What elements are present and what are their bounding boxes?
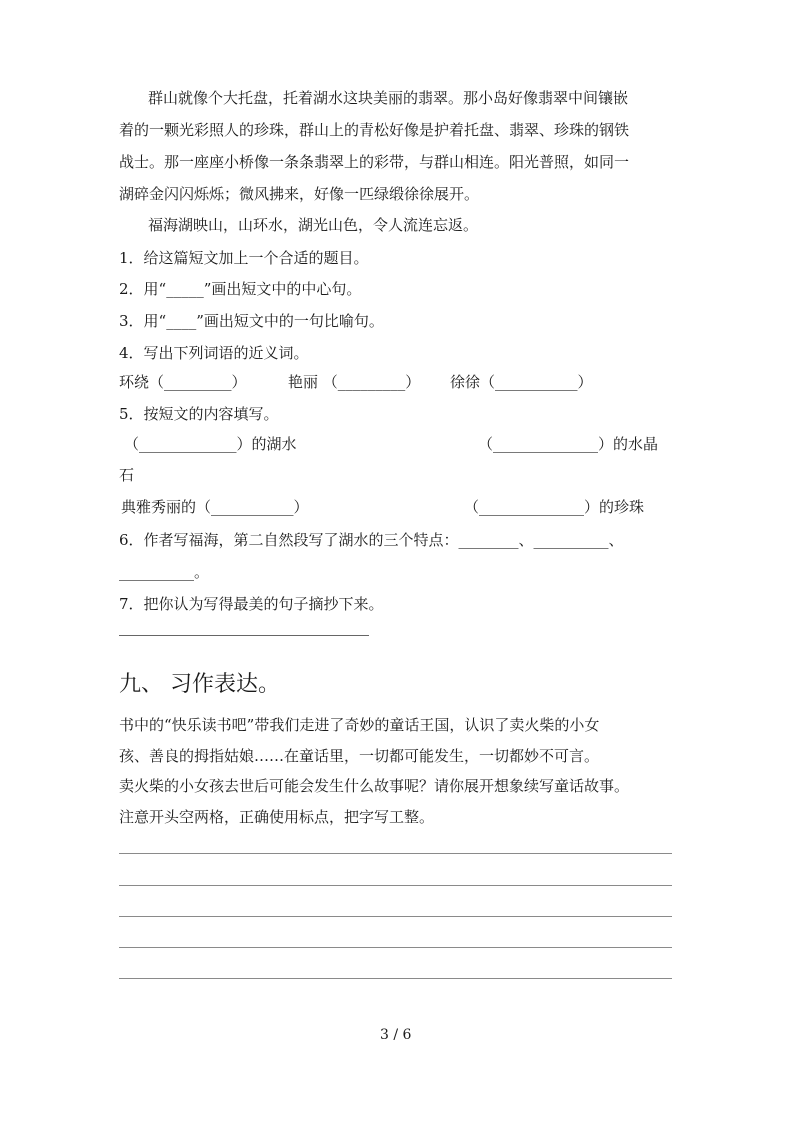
passage-line-2: 着的一颗光彩照人的珍珠，群山上的青松好像是护着托盘、翡翠、珍珠的钢铁 bbox=[119, 121, 630, 139]
writing-line-5[interactable] bbox=[119, 978, 672, 979]
q5-item-3: 典雅秀丽的（___________） bbox=[121, 498, 309, 516]
question-5: 5．按短文的内容填写。 bbox=[119, 405, 279, 423]
section-9-title: 九、 习作表达。 bbox=[119, 672, 280, 697]
question-4: 4．写出下列词语的近义词。 bbox=[119, 344, 309, 362]
passage-line-1: 群山就像个大托盘，托着湖水这块美丽的翡翠。那小岛好像翡翠中间镶嵌 bbox=[148, 89, 629, 107]
question-6-line-2: __________。 bbox=[119, 563, 210, 581]
question-3: 3．用“____”画出短文中的一句比喻句。 bbox=[119, 312, 384, 330]
writing-line-4[interactable] bbox=[119, 947, 672, 948]
question-1: 1．给这篇短文加上一个合适的题目。 bbox=[119, 249, 369, 267]
writing-line-3[interactable] bbox=[119, 916, 672, 917]
question-7: 7．把你认为写得最美的句子摘抄下来。 bbox=[119, 595, 384, 613]
writing-line-2[interactable] bbox=[119, 885, 672, 886]
question-6-line-1: 6．作者写福海，第二自然段写了湖水的三个特点：________、__________、 bbox=[119, 531, 624, 549]
q4-item-2: 艳丽 （_________） bbox=[288, 373, 421, 391]
writing-line-1[interactable] bbox=[119, 853, 672, 854]
q4-item-1: 环绕（_________） bbox=[119, 373, 247, 391]
q5-item-1: （_____________）的湖水 bbox=[124, 435, 297, 453]
q5-item-2: （______________）的水晶 bbox=[478, 435, 659, 453]
passage-line-3: 战士。那一座座小桥像一条条翡翠上的彩带，与群山相连。阳光普照，如同一 bbox=[119, 153, 630, 171]
question-2: 2．用“_____”画出短文中的中心句。 bbox=[119, 280, 362, 298]
section-9-line-1: 书中的“快乐读书吧”带我们走进了奇妙的童话王国，认识了卖火柴的小女 bbox=[119, 716, 600, 734]
passage-line-4: 湖碎金闪闪烁烁；微风拂来，好像一匹绿缎徐徐展开。 bbox=[119, 185, 480, 203]
section-9-line-2: 孩、善良的拇指姑娘……在童话里，一切都可能发生，一切都妙不可言。 bbox=[119, 747, 600, 765]
q7-answer-line[interactable] bbox=[119, 635, 369, 636]
q5-item-2-wrap: 石 bbox=[119, 466, 135, 484]
section-9-line-3: 卖火柴的小女孩去世后可能会发生什么故事呢？请你展开想象续写童话故事。 bbox=[119, 777, 630, 795]
q5-item-4: （______________）的珍珠 bbox=[464, 498, 645, 516]
page-number: 3 / 6 bbox=[380, 1027, 412, 1043]
passage-line-5: 福海湖映山，山环水，湖光山色，令人流连忘返。 bbox=[148, 216, 479, 234]
section-9-line-4: 注意开头空两格，正确使用标点，把字写工整。 bbox=[119, 808, 435, 826]
q4-item-3: 徐徐（___________） bbox=[450, 373, 593, 391]
